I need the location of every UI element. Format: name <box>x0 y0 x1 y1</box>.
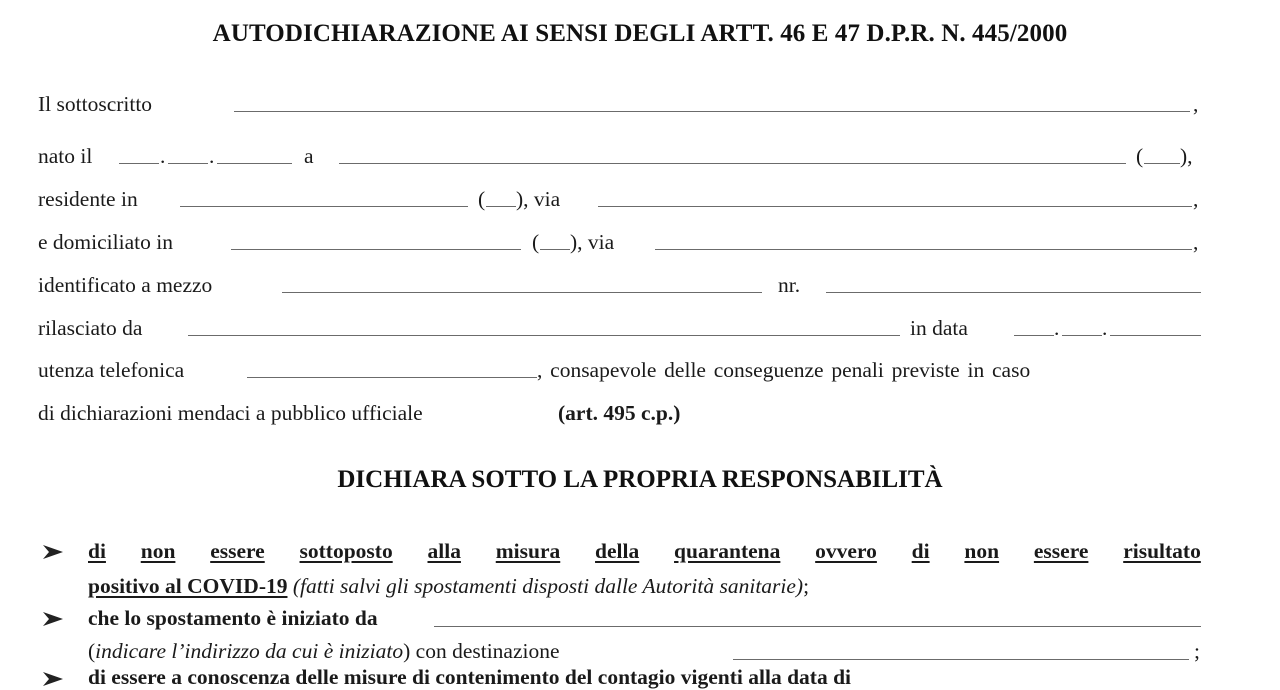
nato-label: nato il <box>38 144 93 168</box>
issued-by-field[interactable] <box>188 335 900 336</box>
domicile-province-field[interactable] <box>540 249 570 250</box>
comma: , <box>1193 230 1199 254</box>
word: di <box>88 539 106 563</box>
row-identificato <box>38 270 1201 300</box>
word: quarantena <box>674 539 781 563</box>
word: della <box>595 539 640 563</box>
declaration-2-line-2 <box>88 638 1201 664</box>
row-rilasciato <box>38 313 1201 343</box>
prov-close: ), <box>1180 144 1193 168</box>
issue-year-field[interactable] <box>1110 335 1201 336</box>
word: non <box>964 539 1000 563</box>
issue-day-field[interactable] <box>1014 335 1054 336</box>
word: alla <box>427 539 461 563</box>
dot: . <box>1054 316 1060 340</box>
declaration-1-line-1 <box>88 538 1201 564</box>
destination-label: ) con destinazione <box>403 639 560 663</box>
section-title: DICHIARA SOTTO LA PROPRIA RESPONSABILITÀ <box>337 466 943 493</box>
row-residente <box>38 184 1201 214</box>
prov-open: ( <box>478 187 486 211</box>
birth-year-field[interactable] <box>217 163 292 164</box>
comma: , <box>1193 187 1199 211</box>
dot: . <box>209 144 215 168</box>
word: risultato <box>1123 539 1201 563</box>
row-mendaci <box>38 398 1201 428</box>
word: di <box>911 539 930 563</box>
sottoscritto-label: Il sottoscritto <box>38 92 153 116</box>
residence-city-field[interactable] <box>180 206 468 207</box>
residence-province-field[interactable] <box>486 206 516 207</box>
dot: . <box>160 144 166 168</box>
nr-label: nr. <box>778 273 801 297</box>
declaration-1-line-2 <box>88 573 1201 599</box>
birth-day-field[interactable] <box>119 163 159 164</box>
semicolon: ; <box>1194 639 1200 663</box>
row-nato <box>38 141 1201 171</box>
word: misura <box>495 539 561 563</box>
via-label: ), via <box>570 230 615 254</box>
utenza-label: utenza telefonica <box>38 358 185 382</box>
domiciliato-label: e domiciliato in <box>38 230 173 254</box>
paren-open: ( <box>88 639 96 663</box>
domicile-city-field[interactable] <box>231 249 521 250</box>
issue-month-field[interactable] <box>1062 335 1102 336</box>
dot: . <box>1102 316 1108 340</box>
word: ovvero <box>815 539 877 563</box>
arrow-bullet-icon <box>42 544 64 560</box>
departure-address-field[interactable] <box>434 626 1201 627</box>
identificato-label: identificato a mezzo <box>38 273 213 297</box>
departure-label: che lo spostamento è iniziato da <box>88 606 378 630</box>
word: sottoposto <box>299 539 393 563</box>
phone-field[interactable] <box>247 377 537 378</box>
declaration-3-clipped: di essere a conoscenza delle misure di contenimento del contagio vigenti alla data di <box>88 665 852 689</box>
sottoscritto-field[interactable] <box>234 111 1190 112</box>
arrow-bullet-icon <box>42 611 64 627</box>
declaration-2-line-1 <box>88 605 1201 631</box>
domicile-street-field[interactable] <box>655 249 1192 250</box>
residence-street-field[interactable] <box>598 206 1192 207</box>
word: essere <box>210 539 265 563</box>
covid-statement: positivo al COVID-19 <box>88 574 288 598</box>
a-label: a <box>304 144 314 168</box>
residente-label: residente in <box>38 187 138 211</box>
birth-province-field[interactable] <box>1144 163 1180 164</box>
mendaci-text: di dichiarazioni mendaci a pubblico ufficiale <box>38 401 423 425</box>
word: non <box>140 539 176 563</box>
birthplace-field[interactable] <box>339 163 1126 164</box>
row-sottoscritto <box>38 89 1201 119</box>
id-document-field[interactable] <box>282 292 762 293</box>
prov-open: ( <box>1136 144 1144 168</box>
via-label: ), via <box>516 187 561 211</box>
row-utenza <box>38 355 1201 385</box>
word: essere <box>1033 539 1089 563</box>
consapevole-text: , consapevole delle conseguenze penali previste in caso <box>537 358 1031 382</box>
semicolon: ; <box>803 574 810 598</box>
rilasciato-label: rilasciato da <box>38 316 143 340</box>
departure-hint: indicare l’indirizzo da cui è iniziato <box>95 639 404 663</box>
document-title: AUTODICHIARAZIONE AI SENSI DEGLI ARTT. 46 E 47 D.P.R. N. 445/2000 <box>212 20 1068 47</box>
arrow-bullet-icon <box>42 671 64 687</box>
comma: , <box>1193 92 1199 116</box>
destination-field[interactable] <box>733 659 1189 660</box>
row-domiciliato <box>38 227 1201 257</box>
in-data-label: in data <box>910 316 968 340</box>
birth-month-field[interactable] <box>168 163 208 164</box>
id-number-field[interactable] <box>826 292 1201 293</box>
exception-note: (fatti salvi gli spostamenti disposti dalle Autorità sanitarie) <box>287 574 804 598</box>
article-reference: (art. 495 c.p.) <box>558 401 681 425</box>
prov-open: ( <box>532 230 540 254</box>
